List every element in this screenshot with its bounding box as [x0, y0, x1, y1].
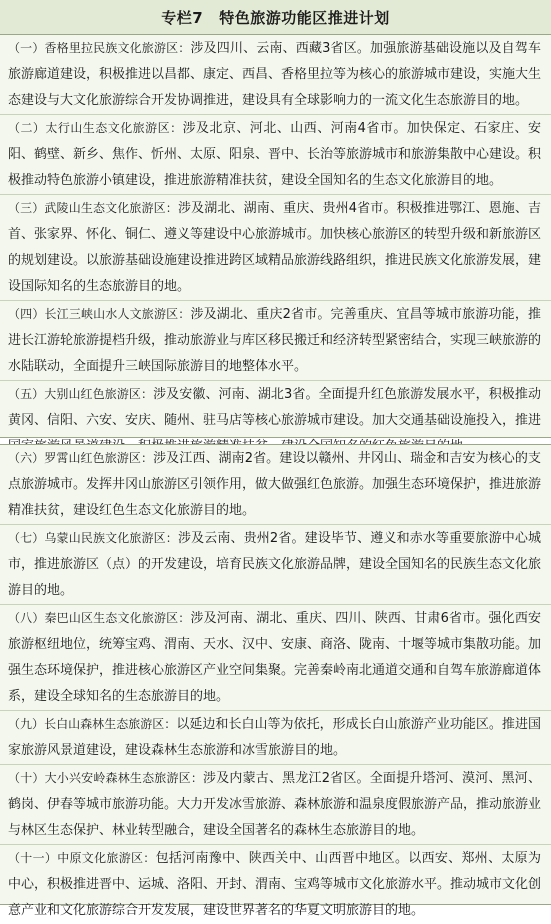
- column-header: [0, 0, 551, 35]
- column-label: 专栏7: [161, 8, 204, 27]
- item-body: 涉及内蒙古、黑龙江2省区。全面提升塔河、漠河、黑河、鹤岗、伊春等城市旅游功能。大力开发冰雪旅游、森林旅游和温泉度假旅游产品，推动旅游业与林区生态保护、林业转型融合，建设全国著名的森林生态旅游目的地。: [8, 771, 542, 838]
- plan-panel-lower: [0, 444, 551, 918]
- item-body: 涉及江西、湖南2省。建设以赣州、井冈山、瑞金和吉安为核心的支点旅游城市。发挥井冈山旅游区引领作用，做大做强红色旅游。加强生态环境保护，推进旅游精准扶贫，建设红色生态文化旅游目的地。: [8, 451, 542, 518]
- item-body: 涉及安徽、河南、湖北3省。全面提升红色旅游发展水平，积极推动黄冈、信阳、六安、安庆、随州、驻马店等核心旅游城市建设。加大交通基础设施投入，推进: [8, 387, 542, 428]
- item-title: （七）乌蒙山民族文化旅游区：: [8, 531, 178, 545]
- item-title: （六）罗霄山红色旅游区：: [8, 451, 154, 465]
- item-body: 涉及湖北、重庆2省市。完善重庆、宜昌等城市旅游功能，推进长江游轮旅游提档升级，推动旅游业与库区移民搬迁和经济转型紧密结合，实现三峡旅游的水陆联动，全面提升三峡国际旅游目的地整体水平。: [8, 307, 542, 374]
- plan-item-7: [0, 525, 551, 605]
- item-body: 涉及北京、河北、山西、河南4省市。加快保定、石家庄、安阳、鹤壁、新乡、焦作、忻州、太原、阳泉、晋中、长治等旅游城市和旅游集散中心建设。积极推动特色旅游小镇建设，推进旅游精准扶贫，建设全国知名的生态文化旅游目的地。: [8, 121, 542, 188]
- plan-item-10: [0, 765, 551, 845]
- plan-item-8: [0, 605, 551, 711]
- plan-item-2: [0, 115, 551, 195]
- item-title: （四）长江三峡山水人文旅游区：: [8, 307, 191, 321]
- item-title: （五）大别山红色旅游区：: [8, 387, 154, 401]
- plan-item-6: [0, 445, 551, 525]
- item-title: （二）太行山生态文化旅游区：: [8, 121, 183, 135]
- item-title: （九）长白山森林生态旅游区：: [8, 717, 177, 731]
- item-title: （一）香格里拉民族文化旅游区：: [8, 41, 191, 55]
- item-body: 涉及四川、云南、西藏3省区。加强旅游基础设施以及自驾车旅游廊道建设，积极推进以昌都、康定、西昌、香格里拉等为核心的旅游城市建设，实施大生态建设与大文化旅游综合开发协调推进，建设具有全球影响力的一流文化生态旅游目的地。: [8, 41, 542, 108]
- plan-item-1: [0, 35, 551, 115]
- item-body: 以延边和长白山等为依托，形成长白山旅游产业功能区。推进国家旅游风景道建设，建设森林生态旅游和冰雪旅游目的地。: [8, 717, 541, 758]
- item-title: （十）大小兴安岭森林生态旅游区：: [8, 771, 204, 785]
- item-body: 涉及云南、贵州2省。建设毕节、遵义和赤水等重要旅游中心城市，推进旅游区（点）的开发建设，培育民族文化旅游品牌，建设全国知名的民族生态文化旅游目的地。: [8, 531, 542, 598]
- plan-item-9: [0, 711, 551, 765]
- plan-panel-upper: [0, 34, 551, 438]
- plan-item-11: [0, 845, 551, 924]
- item-body: 包括河南豫中、陕西关中、山西晋中地区。以西安、郑州、太原为中心，积极推进晋中、运城、洛阳、开封、渭南、宝鸡等城市文化旅游水平。推动城市文化创意产业和文化旅游综合开发发展，建设世界著名的华夏文明旅游目的地。: [8, 851, 542, 918]
- column-title: 特色旅游功能区推进计划: [219, 8, 390, 27]
- item-body: 涉及河南、湖北、重庆、四川、陕西、甘肃6省市。强化西安旅游枢纽地位，统筹宝鸡、渭南、天水、汉中、安康、商洛、陇南、十堰等城市集散功能。加强生态环境保护，推进核心旅游区产业空间集聚。完善秦岭南北通道交通和自驾车旅游廊道体系，建设全球知名的生态旅游目的地。: [8, 611, 542, 704]
- plan-item-3: [0, 195, 551, 301]
- item-title: （十一）中原文化旅游区：: [8, 851, 156, 865]
- item-title: （三）武陵山生态文化旅游区：: [8, 201, 178, 215]
- item-body: 涉及湖北、湖南、重庆、贵州4省市。积极推进鄂江、恩施、吉首、张家界、怀化、铜仁、遵义等建设中心旅游城市。加快核心旅游区的转型升级和新旅游区的规划建设。以旅游基础设施建设推进跨区域精品旅游线路组织，推进民族文化旅游发展，建设国际知名的生态旅游目的地。: [8, 201, 542, 294]
- plan-item-4: [0, 301, 551, 381]
- item-title: （八）秦巴山区生态文化旅游区：: [8, 611, 191, 625]
